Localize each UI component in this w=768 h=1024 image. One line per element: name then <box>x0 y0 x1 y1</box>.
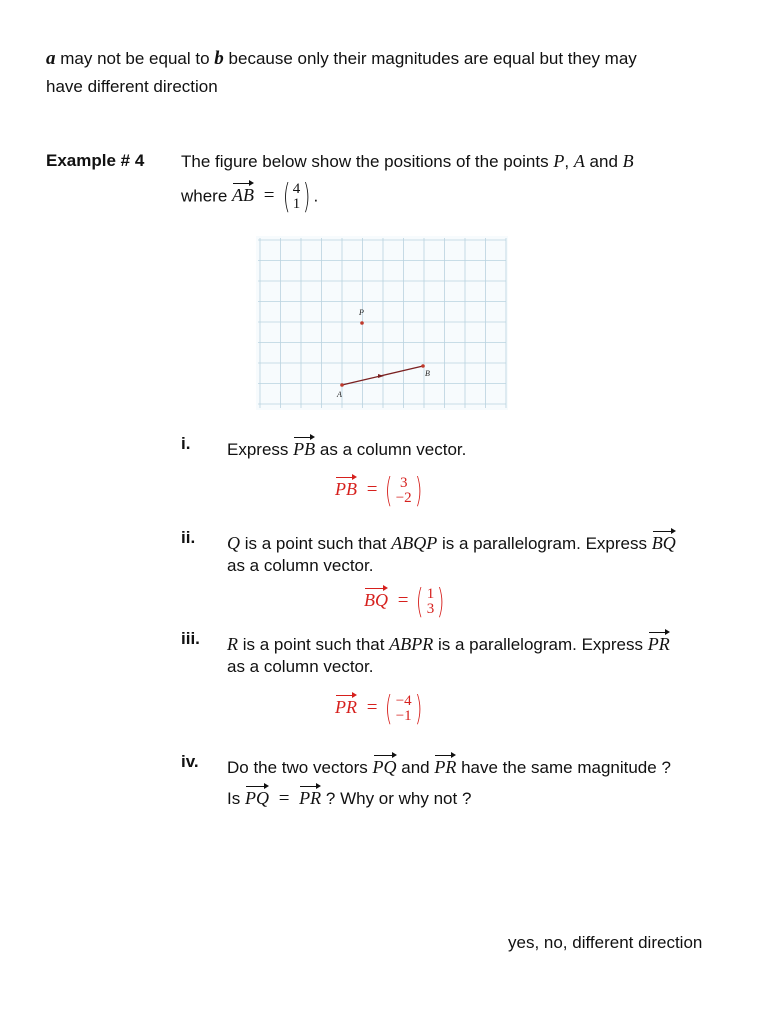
parallelogram-name: ABPR <box>389 634 434 654</box>
question-text: is a parallelogram. Express <box>441 534 647 553</box>
example-text: and <box>589 152 618 171</box>
point-a-dot <box>340 383 344 387</box>
example-text: The figure below show the positions of the points <box>181 152 549 171</box>
vector-ab: AB <box>232 180 254 206</box>
vector-pr: PR <box>299 783 321 809</box>
question-text: Is <box>227 789 241 808</box>
answer-bottom: −2 <box>395 490 412 506</box>
question-number: ii. <box>181 528 196 547</box>
answer-top: −4 <box>395 693 412 709</box>
question-ii-text <box>227 528 676 554</box>
question-text: is a point such that <box>244 534 387 553</box>
example-text: where <box>181 186 228 206</box>
vector-pr: PR <box>434 752 456 778</box>
ab-top: 4 <box>292 181 301 197</box>
question-number: iv. <box>181 752 199 771</box>
question-iv-text <box>227 752 671 778</box>
question-text: and <box>401 758 430 777</box>
answer-bottom: 3 <box>426 601 435 617</box>
point-b-dot <box>421 364 425 368</box>
grid-figure <box>256 236 508 410</box>
question-number: i. <box>181 434 191 453</box>
question-text: as a column vector. <box>319 440 467 459</box>
label-a: A <box>337 390 342 399</box>
intro-line-2: have different direction <box>46 77 218 96</box>
question-text: have the same magnitude ? <box>461 758 671 777</box>
answer-vector-label: PR <box>335 692 357 718</box>
intro-text: because only their magnitudes are equal but they may <box>228 49 637 68</box>
vector-bq: BQ <box>652 528 676 554</box>
question-ii-line-2: as a column vector. <box>227 556 374 575</box>
point-q: Q <box>227 533 240 553</box>
example-line-1 <box>181 151 634 172</box>
answer-iv: yes, no, different direction <box>508 933 703 952</box>
label-p: P <box>359 308 364 317</box>
answer-top: 1 <box>426 586 435 602</box>
question-text: Do the two vectors <box>227 758 368 777</box>
point-b: B <box>622 151 634 171</box>
question-iv-line-2: Is PQ = PR ? Why or why not ? <box>227 783 471 810</box>
question-text: is a point such that <box>242 635 385 654</box>
answer-ii: BQ = ( 1 3 ) <box>364 582 445 622</box>
comma: , <box>564 152 570 171</box>
answer-iii: PR = ( −4 −1 ) <box>335 689 422 729</box>
symbol-a: a <box>46 48 56 69</box>
point-p-dot <box>360 321 364 325</box>
point-a: A <box>573 151 585 171</box>
question-iii-text <box>227 629 670 655</box>
ab-bottom: 1 <box>292 196 301 212</box>
question-i-text <box>227 434 466 460</box>
question-text: Express <box>227 440 289 459</box>
column-vector-ab: ( 4 1 ) <box>282 177 311 217</box>
answer-bottom: −1 <box>395 708 412 724</box>
intro-line-1 <box>46 48 637 70</box>
example-line-2: where AB = ( 4 1 ) . <box>181 177 319 217</box>
vector-pq: PQ <box>373 752 397 778</box>
point-r: R <box>227 634 238 654</box>
vector-pb: PB <box>293 434 315 460</box>
label-b: B <box>425 369 430 378</box>
question-iii-line-2: as a column vector. <box>227 657 374 676</box>
vector-pr: PR <box>648 629 670 655</box>
example-label: Example # 4 <box>46 151 145 170</box>
answer-top: 3 <box>399 475 408 491</box>
answer-i: PB = ( 3 −2 ) <box>335 471 422 511</box>
question-text: ? Why or why not ? <box>325 789 472 808</box>
question-number: iii. <box>181 629 200 648</box>
parallelogram-name: ABQP <box>391 533 438 553</box>
intro-text: may not be equal to <box>60 49 210 68</box>
point-p: P <box>553 151 565 171</box>
answer-vector-label: BQ <box>364 585 388 611</box>
symbol-b: b <box>214 48 224 69</box>
vector-pq: PQ <box>245 783 269 809</box>
question-text: is a parallelogram. Express <box>437 635 643 654</box>
answer-vector-label: PB <box>335 474 357 500</box>
